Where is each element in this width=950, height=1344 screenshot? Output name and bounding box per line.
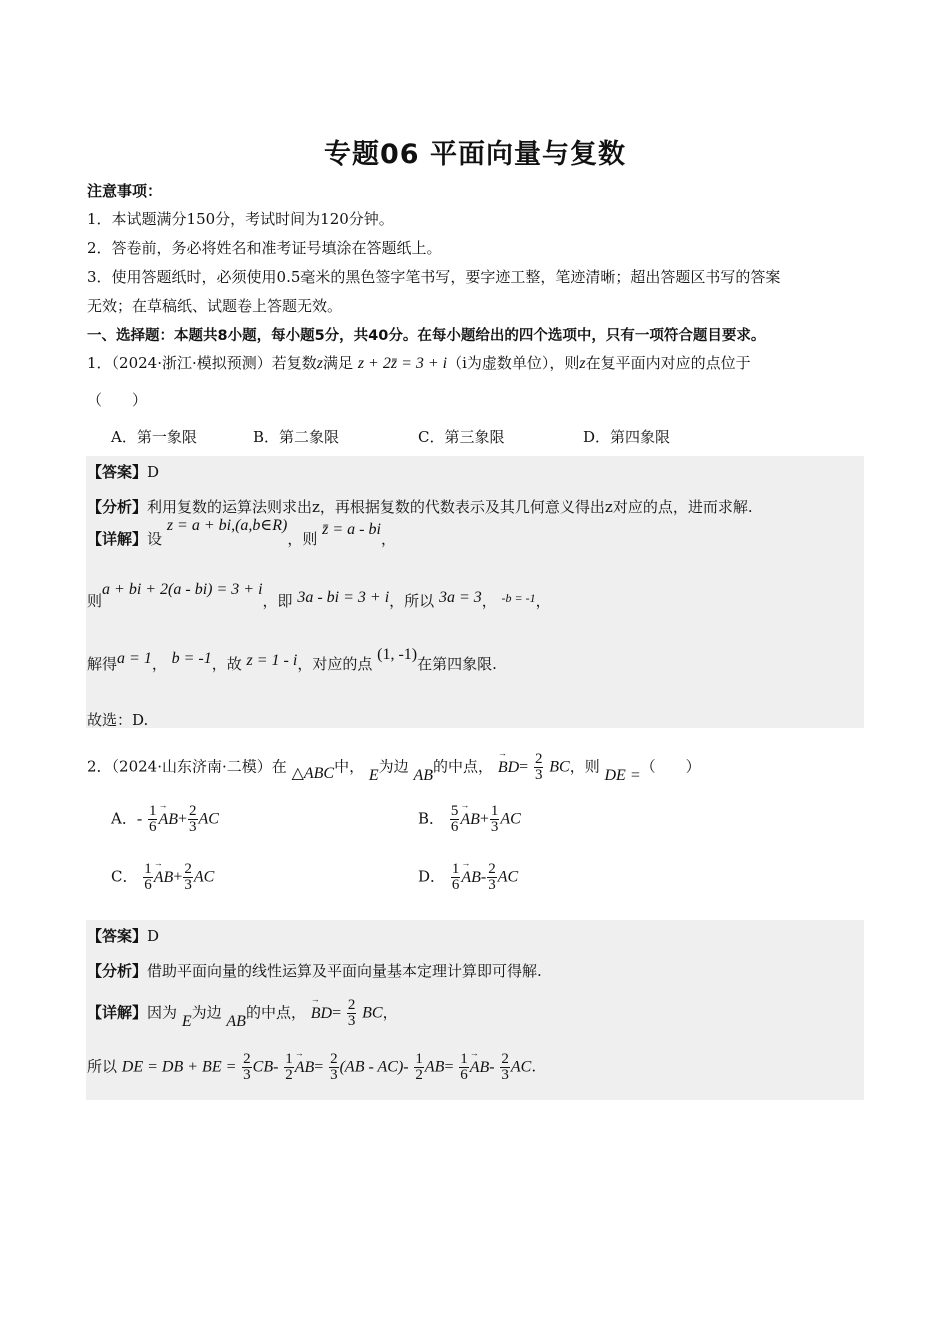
q2-answer: 【答案】D [87, 927, 160, 945]
q1-equation: z + 2z̄ = 3 + i [357, 355, 448, 372]
q2-detail-line-2: 所以 DE = DB + BE = $\frac{2}{3}$ CB- $\frac{1}{2}$ → AB= $\frac{2}{3}$ (AB - AC)- $\frac{1}{2}$ AB= $\frac{1}{6}$ → AB- $\frac{2}{3}$ AC. [87, 1052, 536, 1083]
q1-detail-line-2: 则a + bi + 2(a - bi) = 3 + i，即 3a - bi = 3 + i，所以 3a = 3， $^{-b = -1}$， [87, 581, 551, 610]
notice-item: 无效；在草稿纸、试题卷上答题无效。 [87, 297, 343, 315]
question-2-stem: 2．（2024·山东济南·二模）在 △ABC中， E为边 AB的中点， → BD= $\frac{2}{3}$ BC，则 DE =（ ） [87, 752, 701, 783]
q1-option-c[interactable]: C．第三象限 [418, 428, 505, 446]
question-1-stem: 1．（2024·浙江·模拟预测）若复数z满足 z + 2z̄ = 3 + i（i为虚数单位），则z在复平面内对应的点位于 [87, 354, 751, 372]
q2-option-c[interactable]: C． $\frac{1}{6}$ → AB+ $\frac{2}{3}$ AC [111, 862, 214, 893]
notice-item: 2．答卷前，务必将姓名和准考证号填涂在答题纸上。 [87, 239, 442, 257]
q1-analysis: 【分析】利用复数的运算法则求出z，再根据复数的代数表示及其几何意义得出z对应的点，进而求解. [87, 498, 753, 516]
q1-option-d[interactable]: D．第四象限 [583, 428, 671, 446]
notice-heading: 注意事项： [87, 182, 163, 200]
q1-answer: 【答案】D [87, 463, 160, 481]
q1-detail-line-1: 【详解】设 z = a + bi,(a,b∈R)，则 z̄ = a - bi， [87, 517, 396, 548]
section-heading: 一、选择题：本题共8小题，每小题5分，共40分。在每小题给出的四个选项中，只有一项符合题目要求。 [87, 328, 766, 344]
q1-conclusion: 故选：D. [87, 711, 149, 729]
q1-option-b[interactable]: B．第二象限 [253, 428, 340, 446]
notice-item: 1．本试题满分150分，考试时间为120分钟。 [87, 210, 394, 228]
question-1-paren: （ ） [87, 391, 148, 409]
q2-analysis: 【分析】借助平面向量的线性运算及平面向量基本定理计算即可得解. [87, 962, 542, 980]
q2-option-d[interactable]: D． $\frac{1}{6}$ → AB- $\frac{2}{3}$ AC [418, 862, 518, 893]
notice-item: 3．使用答题纸时，必须使用0.5毫米的黑色签字笔书写，要字迹工整，笔迹清晰；超出答题区书写的答案 [87, 268, 781, 286]
page-title: 专题06 平面向量与复数 [324, 139, 626, 170]
q1-option-a[interactable]: A．第一象限 [111, 428, 197, 446]
q2-detail-line-1: 【详解】因为 E为边 AB的中点， → BD= $\frac{2}{3}$ BC， [87, 998, 398, 1029]
q2-option-b[interactable]: B． $\frac{5}{6}$ → AB+ $\frac{1}{3}$ AC [418, 804, 521, 835]
q1-detail-line-3: 解得a = 1， b = -1，故 z = 1 - i，对应的点 (1, -1)在第四象限. [87, 646, 497, 673]
q2-option-a[interactable]: A．- $\frac{1}{6}$ → AB+ $\frac{2}{3}$ AC [111, 804, 219, 835]
